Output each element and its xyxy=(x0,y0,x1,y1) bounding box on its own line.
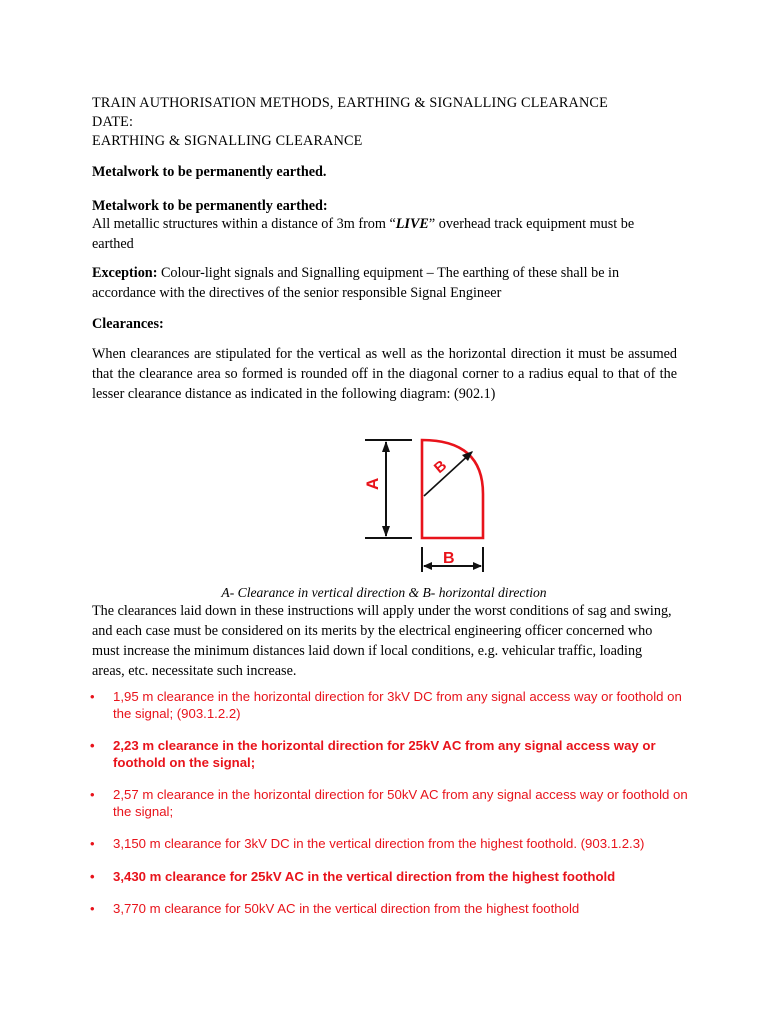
list-item-text: 1,95 m clearance in the horizontal direction for 3kV DC from any signal access way or foothold on the signal; (903.1.2.2) xyxy=(113,689,682,721)
list-item xyxy=(90,901,690,918)
bullet-icon: • xyxy=(90,836,95,851)
radius-line xyxy=(424,452,472,496)
list-item-text: 2,57 m clearance in the horizontal direction for 50kV AC from any signal access way or foothold on the signal; xyxy=(113,787,688,819)
clearance-list xyxy=(90,689,690,918)
list-item-text: 3,770 m clearance for 50kV AC in the vertical direction from the highest foothold xyxy=(113,901,580,916)
bullet-icon: • xyxy=(90,901,95,916)
date-label: DATE: xyxy=(92,114,134,130)
metalwork-subheading: Metalwork to be permanently earthed: xyxy=(92,198,328,214)
worst-conditions-paragraph: The clearances laid down in these instructions will apply under the worst conditions of sag and swing, and each case must be considered on its merits by the electrical engineering officer concerned who must increase the minimum distances laid down if local conditions, e.g. vehicular traffic, loading areas, etc. necessitate such increase. xyxy=(92,603,672,679)
arrow-right-icon xyxy=(473,562,482,570)
bullet-icon: • xyxy=(90,738,95,753)
list-item xyxy=(90,836,690,853)
arrow-down-icon xyxy=(382,526,390,537)
exception-text: Colour-light signals and Signalling equipment – The earthing of these shall be in accordance with the directives of the senior responsible Signal Engineer xyxy=(92,265,620,301)
list-item xyxy=(90,689,690,722)
clearances-paragraph: When clearances are stipulated for the vertical as well as the horizontal direction it must be assumed that the clearance area so formed is rounded off in the diagonal corner to a radius equal to that of the lesser clearance distance as indicated in the following diagram: (902.1) xyxy=(92,346,677,402)
list-item xyxy=(90,787,690,820)
metalwork-paragraph xyxy=(92,214,677,254)
list-item xyxy=(90,869,690,886)
diagram-caption: A- Clearance in vertical direction & B- horizontal direction xyxy=(221,585,547,600)
arrow-left-icon xyxy=(423,562,432,570)
label-b-radius: B xyxy=(430,456,451,477)
label-a: A xyxy=(363,477,382,490)
list-item-text: 3,150 m clearance for 3kV DC in the vertical direction from the highest foothold. (903.1.2.3) xyxy=(113,836,645,851)
document-title: TRAIN AUTHORISATION METHODS, EARTHING & SIGNALLING CLEARANCE xyxy=(92,95,608,111)
bullet-icon: • xyxy=(90,787,95,802)
exception-paragraph xyxy=(92,263,677,303)
metalwork-heading: Metalwork to be permanently earthed. xyxy=(92,164,327,180)
label-b-width: B xyxy=(443,550,455,567)
bullet-icon: • xyxy=(90,868,95,884)
live-emphasis: LIVE xyxy=(395,216,429,232)
list-item-text: 2,23 m clearance in the horizontal direction for 25kV AC from any signal access way or foothold on the signal; xyxy=(113,738,656,770)
list-item xyxy=(90,738,690,771)
list-item-text: 3,430 m clearance for 25kV AC in the vertical direction from the highest foothold xyxy=(113,868,616,884)
clearances-heading: Clearances: xyxy=(92,316,164,332)
bullet-icon: • xyxy=(90,689,95,704)
metalwork-text-end: ” overhead track equipment must be earthed xyxy=(92,216,635,252)
exception-label: Exception: xyxy=(92,265,158,281)
clearance-diagram xyxy=(350,430,500,580)
arrow-up-icon xyxy=(382,441,390,452)
section-title: EARTHING & SIGNALLING CLEARANCE xyxy=(92,133,363,149)
metalwork-text-start: All metallic structures within a distance of 3m from “ xyxy=(92,216,396,232)
